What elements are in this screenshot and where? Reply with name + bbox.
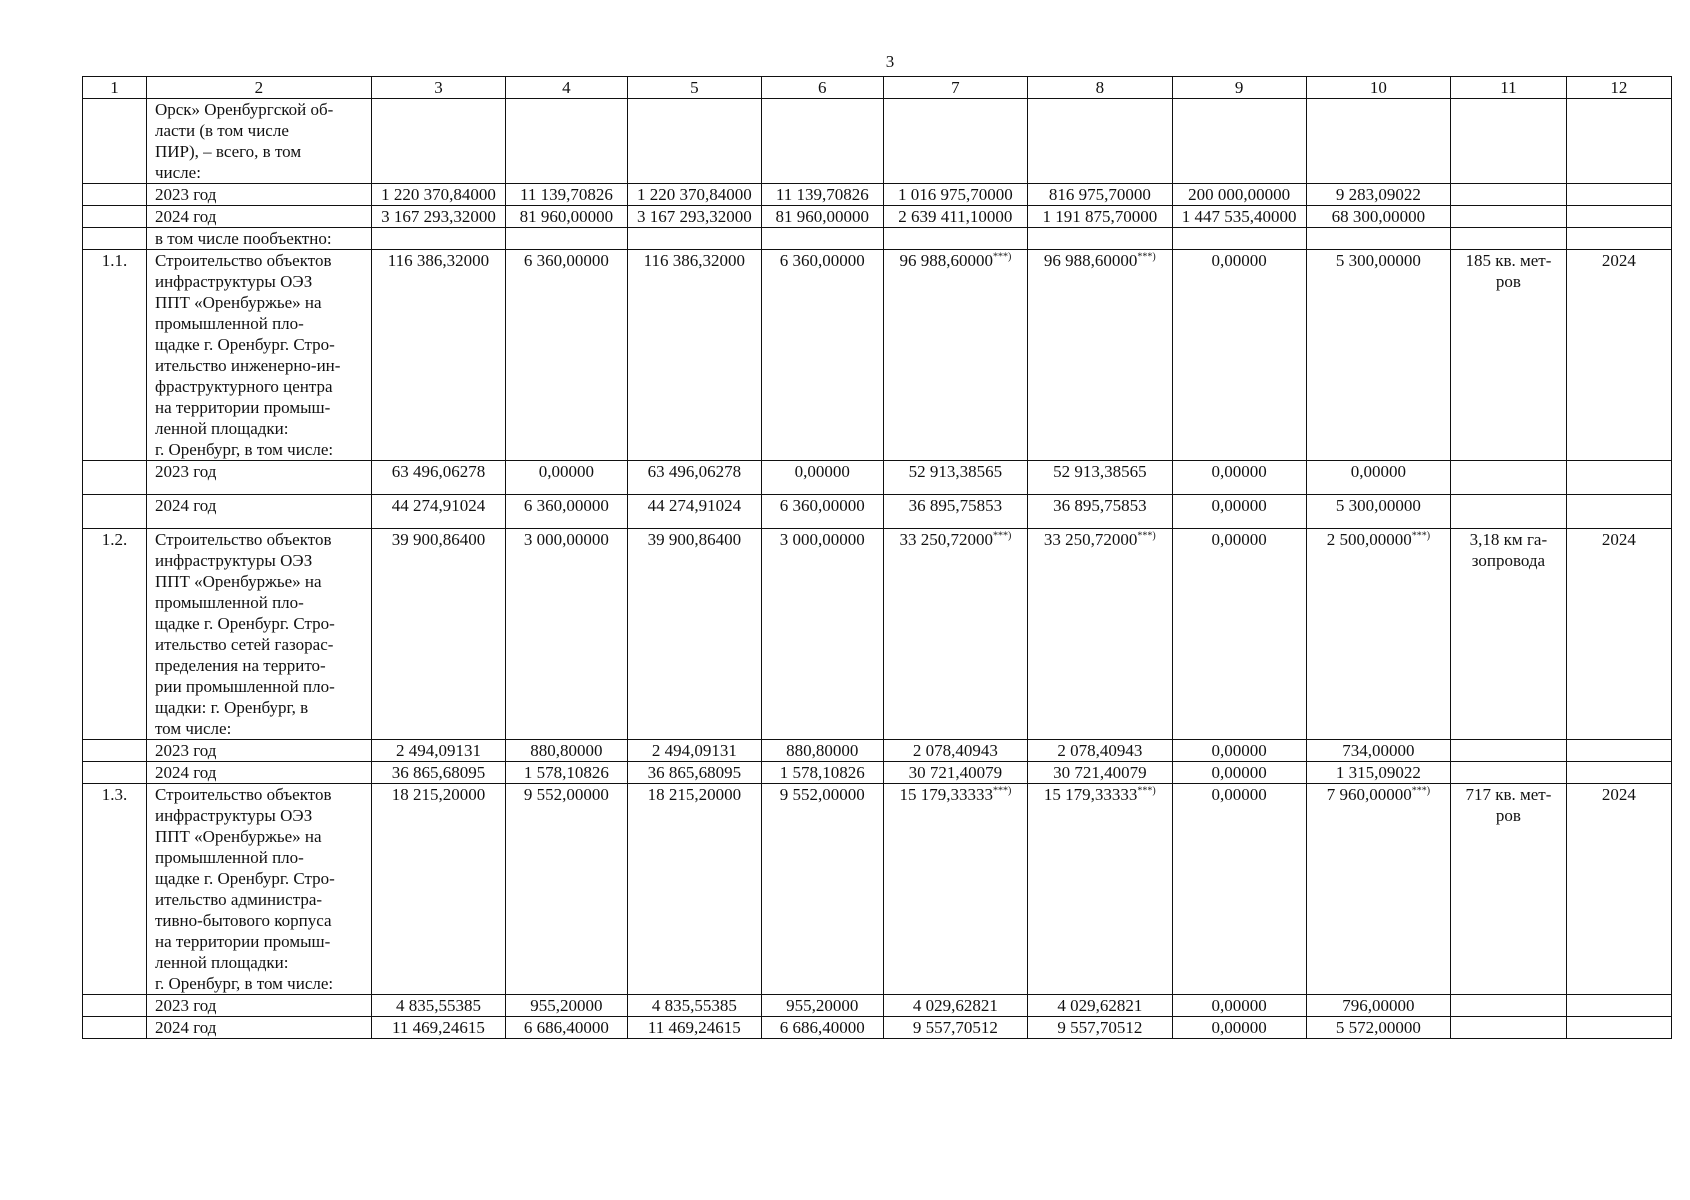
amount-value: 11 469,24615	[647, 1018, 741, 1037]
amount-value: 5 300,00000	[1335, 251, 1421, 270]
column-header: 11	[1451, 77, 1567, 99]
amount-value: 6 360,00000	[779, 251, 865, 270]
amount-cell	[883, 740, 1027, 762]
amount-cell	[627, 784, 761, 995]
amount-cell	[761, 995, 883, 1017]
amount-value: 96 988,60000	[1043, 251, 1138, 270]
amount-cell	[371, 529, 505, 740]
amount-cell	[1172, 740, 1306, 762]
amount-cell	[1306, 495, 1450, 529]
completion-year-cell	[1566, 461, 1671, 495]
amount-value: 1 220 370,84000	[381, 185, 496, 204]
object-row	[83, 99, 1672, 184]
amount-value: 1 578,10826	[523, 763, 609, 782]
amount-cell	[506, 99, 628, 184]
footnote-mark: ***)	[1411, 785, 1431, 797]
amount-cell	[1028, 784, 1172, 995]
amount-cell	[1306, 1017, 1450, 1039]
column-header: 5	[627, 77, 761, 99]
amount-value: 9 557,70512	[912, 1018, 998, 1037]
amount-value: 734,00000	[1342, 741, 1415, 760]
amount-cell	[761, 762, 883, 784]
amount-value: 39 900,86400	[647, 530, 742, 549]
capacity-cell	[1451, 995, 1567, 1017]
amount-cell	[506, 206, 628, 228]
financing-table	[82, 76, 1672, 1039]
completion-year-cell	[1566, 228, 1671, 250]
amount-value: 880,80000	[530, 741, 603, 760]
capacity-cell	[1451, 740, 1567, 762]
year-row	[83, 461, 1672, 495]
capacity-cell: 717 кв. мет- ров	[1451, 784, 1567, 995]
amount-cell	[627, 250, 761, 461]
item-number-cell	[83, 461, 147, 495]
object-row	[83, 784, 1672, 995]
amount-value: 52 913,38565	[908, 462, 1003, 481]
column-header: 7	[883, 77, 1027, 99]
amount-cell	[1306, 784, 1450, 995]
object-row	[83, 529, 1672, 740]
amount-value: 6 360,00000	[523, 251, 609, 270]
amount-value: 33 250,72000	[1043, 530, 1138, 549]
amount-cell	[506, 184, 628, 206]
amount-value: 116 386,32000	[387, 251, 490, 270]
item-number-cell	[83, 99, 147, 184]
column-header: 2	[146, 77, 371, 99]
column-header: 4	[506, 77, 628, 99]
amount-cell	[1306, 228, 1450, 250]
amount-value: 1 016 975,70000	[897, 185, 1013, 204]
amount-cell	[883, 250, 1027, 461]
amount-value: 816 975,70000	[1048, 185, 1151, 204]
capacity-cell	[1451, 206, 1567, 228]
footnote-mark: ***)	[992, 530, 1012, 542]
amount-cell	[1172, 1017, 1306, 1039]
amount-value: 0,00000	[1211, 462, 1267, 481]
item-number-cell: 1.2.	[83, 529, 147, 740]
footnote-mark: ***)	[1411, 530, 1431, 542]
amount-value: 2 500,00000	[1326, 530, 1412, 549]
item-description-cell: 2023 год	[146, 995, 371, 1017]
amount-value: 2 639 411,10000	[898, 207, 1013, 226]
amount-cell	[506, 784, 628, 995]
completion-year-cell	[1566, 184, 1671, 206]
amount-cell	[1172, 461, 1306, 495]
amount-cell	[627, 184, 761, 206]
amount-cell	[627, 461, 761, 495]
amount-value: 880,80000	[786, 741, 859, 760]
amount-cell	[1306, 995, 1450, 1017]
amount-value: 4 029,62821	[1057, 996, 1143, 1015]
amount-cell	[1028, 762, 1172, 784]
amount-value: 1 220 370,84000	[636, 185, 752, 204]
amount-value: 63 496,06278	[647, 462, 742, 481]
year-row	[83, 740, 1672, 762]
amount-cell	[506, 1017, 628, 1039]
amount-value: 9 552,00000	[779, 785, 865, 804]
item-number-cell	[83, 762, 147, 784]
amount-cell	[627, 762, 761, 784]
amount-cell	[883, 228, 1027, 250]
item-number-cell	[83, 995, 147, 1017]
amount-cell	[883, 99, 1027, 184]
completion-year-cell	[1566, 495, 1671, 529]
year-row	[83, 495, 1672, 529]
completion-year-cell: 2024	[1566, 529, 1671, 740]
amount-value: 30 721,40079	[1053, 763, 1147, 782]
amount-value: 36 895,75853	[908, 496, 1003, 515]
amount-value: 796,00000	[1342, 996, 1415, 1015]
amount-cell	[883, 784, 1027, 995]
amount-value: 3 167 293,32000	[636, 207, 752, 226]
amount-value: 96 988,60000	[899, 251, 993, 270]
amount-cell	[506, 740, 628, 762]
amount-value: 44 274,91024	[391, 496, 486, 515]
amount-cell	[1028, 250, 1172, 461]
amount-cell	[627, 529, 761, 740]
amount-cell	[371, 740, 505, 762]
column-header: 12	[1566, 77, 1671, 99]
amount-value: 0,00000	[1211, 496, 1267, 515]
amount-value: 18 215,20000	[647, 785, 742, 804]
item-number-cell	[83, 206, 147, 228]
amount-value: 11 469,24615	[392, 1018, 485, 1037]
amount-value: 1 578,10826	[779, 763, 865, 782]
amount-value: 81 960,00000	[775, 207, 870, 226]
amount-cell	[883, 461, 1027, 495]
completion-year-cell: 2024	[1566, 250, 1671, 461]
amount-value: 0,00000	[1211, 1018, 1267, 1037]
footnote-mark: ***)	[1137, 530, 1156, 542]
amount-cell	[371, 784, 505, 995]
amount-value: 15 179,33333	[1043, 785, 1138, 804]
amount-value: 68 300,00000	[1331, 207, 1426, 226]
amount-cell	[1028, 461, 1172, 495]
item-description-cell: 2024 год	[146, 206, 371, 228]
object-row	[83, 250, 1672, 461]
item-description-cell: Строительство объектов инфраструктуры ОЭЗ ППТ «Оренбуржье» на промышленной пло- щадке г. Оренбург. Стро- ительство инженерно-ин- фраструктурного центра на территории промыш- ленной площадки: г. Оренбург, в том числе:	[146, 250, 371, 461]
amount-cell	[371, 495, 505, 529]
year-row	[83, 184, 1672, 206]
completion-year-cell	[1566, 206, 1671, 228]
amount-value: 4 029,62821	[912, 996, 998, 1015]
capacity-cell	[1451, 762, 1567, 784]
amount-cell	[506, 461, 628, 495]
amount-cell	[761, 461, 883, 495]
amount-value: 116 386,32000	[643, 251, 746, 270]
item-description-cell: в том числе пообъектно:	[146, 228, 371, 250]
item-description-cell: 2023 год	[146, 740, 371, 762]
item-description-cell: 2023 год	[146, 461, 371, 495]
amount-value: 11 139,70826	[519, 185, 613, 204]
amount-cell	[1306, 740, 1450, 762]
item-description-cell: Строительство объектов инфраструктуры ОЭЗ ППТ «Оренбуржье» на промышленной пло- щадке г. Оренбург. Стро- ительство администра- тивно-бытового корпуса на территории промыш- ленной площадки: г. Оренбург, в том числе:	[146, 784, 371, 995]
amount-value: 63 496,06278	[391, 462, 486, 481]
amount-value: 200 000,00000	[1188, 185, 1291, 204]
amount-cell	[1306, 99, 1450, 184]
amount-cell	[1172, 228, 1306, 250]
amount-value: 3 000,00000	[779, 530, 865, 549]
amount-value: 44 274,91024	[647, 496, 742, 515]
amount-value: 4 835,55385	[395, 996, 481, 1015]
item-number-cell	[83, 184, 147, 206]
amount-cell	[1172, 995, 1306, 1017]
amount-cell	[506, 762, 628, 784]
amount-value: 0,00000	[1211, 763, 1267, 782]
year-row	[83, 762, 1672, 784]
amount-cell	[1028, 184, 1172, 206]
amount-cell	[1306, 250, 1450, 461]
amount-cell	[1028, 99, 1172, 184]
item-number-cell	[83, 495, 147, 529]
amount-value: 81 960,00000	[519, 207, 614, 226]
amount-cell	[761, 206, 883, 228]
item-description-cell: 2024 год	[146, 1017, 371, 1039]
amount-value: 955,20000	[530, 996, 603, 1015]
amount-value: 1 191 875,70000	[1042, 207, 1158, 226]
column-header: 3	[371, 77, 505, 99]
amount-cell	[506, 250, 628, 461]
amount-value: 5 300,00000	[1335, 496, 1421, 515]
footnote-mark: ***)	[1137, 785, 1156, 797]
item-number-cell	[83, 740, 147, 762]
amount-cell	[1306, 184, 1450, 206]
amount-cell	[371, 99, 505, 184]
note-row	[83, 228, 1672, 250]
amount-cell	[1306, 762, 1450, 784]
year-row	[83, 995, 1672, 1017]
year-row	[83, 1017, 1672, 1039]
capacity-cell	[1451, 99, 1567, 184]
amount-value: 0,00000	[794, 462, 850, 481]
capacity-cell	[1451, 1017, 1567, 1039]
amount-cell	[1028, 995, 1172, 1017]
footnote-mark: ***)	[992, 785, 1012, 797]
column-header: 8	[1028, 77, 1172, 99]
capacity-cell	[1451, 461, 1567, 495]
amount-value: 9 283,09022	[1335, 185, 1421, 204]
amount-value: 30 721,40079	[908, 763, 1003, 782]
item-description-cell: Строительство объектов инфраструктуры ОЭЗ ППТ «Оренбуржье» на промышленной пло- щадке г. Оренбург. Стро- ительство сетей газорас- пределения на террито- рии промышленной пло- щадки: г. Оренбург, в том числе:	[146, 529, 371, 740]
amount-cell	[506, 995, 628, 1017]
capacity-cell	[1451, 184, 1567, 206]
amount-cell	[761, 99, 883, 184]
amount-cell	[883, 529, 1027, 740]
amount-value: 0,00000	[538, 462, 595, 481]
amount-cell	[1028, 740, 1172, 762]
amount-value: 0,00000	[1350, 462, 1407, 481]
amount-cell	[1172, 762, 1306, 784]
amount-value: 2 078,40943	[1057, 741, 1143, 760]
column-header: 9	[1172, 77, 1306, 99]
amount-cell	[627, 228, 761, 250]
capacity-cell	[1451, 495, 1567, 529]
footnote-mark: ***)	[1137, 251, 1156, 263]
amount-cell	[761, 250, 883, 461]
amount-value: 39 900,86400	[391, 530, 486, 549]
amount-cell	[1306, 206, 1450, 228]
amount-cell	[883, 762, 1027, 784]
amount-value: 7 960,00000	[1326, 785, 1412, 804]
completion-year-cell	[1566, 995, 1671, 1017]
amount-cell	[883, 1017, 1027, 1039]
year-row	[83, 206, 1672, 228]
amount-cell	[1028, 1017, 1172, 1039]
amount-cell	[506, 495, 628, 529]
amount-value: 15 179,33333	[899, 785, 993, 804]
amount-value: 6 360,00000	[523, 496, 609, 515]
amount-cell	[1028, 529, 1172, 740]
column-header-row	[83, 77, 1672, 99]
completion-year-cell	[1566, 740, 1671, 762]
amount-value: 2 494,09131	[651, 741, 737, 760]
amount-value: 1 315,09022	[1335, 763, 1421, 782]
item-number-cell	[83, 1017, 147, 1039]
amount-value: 1 447 535,40000	[1181, 207, 1297, 226]
amount-cell	[761, 228, 883, 250]
amount-cell	[371, 1017, 505, 1039]
amount-cell	[1306, 529, 1450, 740]
completion-year-cell	[1566, 762, 1671, 784]
amount-cell	[627, 495, 761, 529]
amount-value: 0,00000	[1211, 785, 1267, 804]
capacity-cell: 3,18 км га- зопровода	[1451, 529, 1567, 740]
column-header: 10	[1306, 77, 1450, 99]
column-header: 6	[761, 77, 883, 99]
amount-cell	[761, 495, 883, 529]
amount-value: 36 865,68095	[647, 763, 742, 782]
amount-cell	[1172, 184, 1306, 206]
amount-cell	[1172, 99, 1306, 184]
item-description-cell: 2024 год	[146, 495, 371, 529]
page-number: 3	[885, 52, 895, 71]
amount-cell	[627, 99, 761, 184]
amount-value: 2 078,40943	[912, 741, 998, 760]
amount-cell	[371, 184, 505, 206]
amount-value: 36 865,68095	[391, 763, 486, 782]
amount-cell	[371, 762, 505, 784]
amount-cell	[506, 529, 628, 740]
amount-value: 11 139,70826	[775, 185, 869, 204]
amount-value: 36 895,75853	[1053, 496, 1147, 515]
amount-cell	[371, 461, 505, 495]
amount-value: 18 215,20000	[391, 785, 486, 804]
amount-cell	[1172, 495, 1306, 529]
amount-cell	[1172, 206, 1306, 228]
amount-cell	[1172, 784, 1306, 995]
amount-value: 33 250,72000	[899, 530, 993, 549]
amount-value: 0,00000	[1211, 741, 1267, 760]
item-number-cell	[83, 228, 147, 250]
amount-cell	[371, 995, 505, 1017]
amount-value: 4 835,55385	[651, 996, 737, 1015]
amount-cell	[761, 529, 883, 740]
amount-value: 9 557,70512	[1057, 1018, 1143, 1037]
amount-cell	[883, 206, 1027, 228]
amount-value: 5 572,00000	[1335, 1018, 1421, 1037]
completion-year-cell: 2024	[1566, 784, 1671, 995]
completion-year-cell	[1566, 1017, 1671, 1039]
amount-cell	[761, 1017, 883, 1039]
capacity-cell: 185 кв. мет- ров	[1451, 250, 1567, 461]
item-number-cell: 1.1.	[83, 250, 147, 461]
amount-cell	[627, 206, 761, 228]
item-description-cell: Орск» Оренбургской об- ласти (в том числе ПИР), – всего, в том числе:	[146, 99, 371, 184]
amount-cell	[1028, 228, 1172, 250]
amount-cell	[1172, 529, 1306, 740]
item-description-cell: 2024 год	[146, 762, 371, 784]
amount-value: 0,00000	[1211, 251, 1267, 270]
amount-value: 2 494,09131	[395, 741, 481, 760]
amount-value: 6 360,00000	[779, 496, 865, 515]
amount-cell	[627, 1017, 761, 1039]
amount-cell	[1028, 495, 1172, 529]
amount-value: 6 686,40000	[523, 1018, 609, 1037]
amount-cell	[627, 740, 761, 762]
amount-value: 955,20000	[786, 996, 859, 1015]
amount-cell	[761, 740, 883, 762]
amount-cell	[1172, 250, 1306, 461]
capacity-cell	[1451, 228, 1567, 250]
column-header: 1	[83, 77, 147, 99]
footnote-mark: ***)	[992, 251, 1012, 263]
amount-cell	[1028, 206, 1172, 228]
amount-cell	[883, 495, 1027, 529]
amount-value: 3 000,00000	[523, 530, 609, 549]
amount-value: 0,00000	[1211, 996, 1267, 1015]
amount-cell	[883, 184, 1027, 206]
amount-cell	[506, 228, 628, 250]
amount-value: 6 686,40000	[779, 1018, 865, 1037]
amount-cell	[371, 250, 505, 461]
amount-cell	[883, 995, 1027, 1017]
amount-cell	[371, 228, 505, 250]
amount-value: 52 913,38565	[1053, 462, 1147, 481]
item-description-cell: 2023 год	[146, 184, 371, 206]
amount-value: 9 552,00000	[523, 785, 609, 804]
completion-year-cell	[1566, 99, 1671, 184]
amount-cell	[627, 995, 761, 1017]
amount-value: 3 167 293,32000	[381, 207, 496, 226]
amount-cell	[761, 784, 883, 995]
amount-cell	[1306, 461, 1450, 495]
item-number-cell: 1.3.	[83, 784, 147, 995]
amount-value: 0,00000	[1211, 530, 1267, 549]
amount-cell	[371, 206, 505, 228]
amount-cell	[761, 184, 883, 206]
